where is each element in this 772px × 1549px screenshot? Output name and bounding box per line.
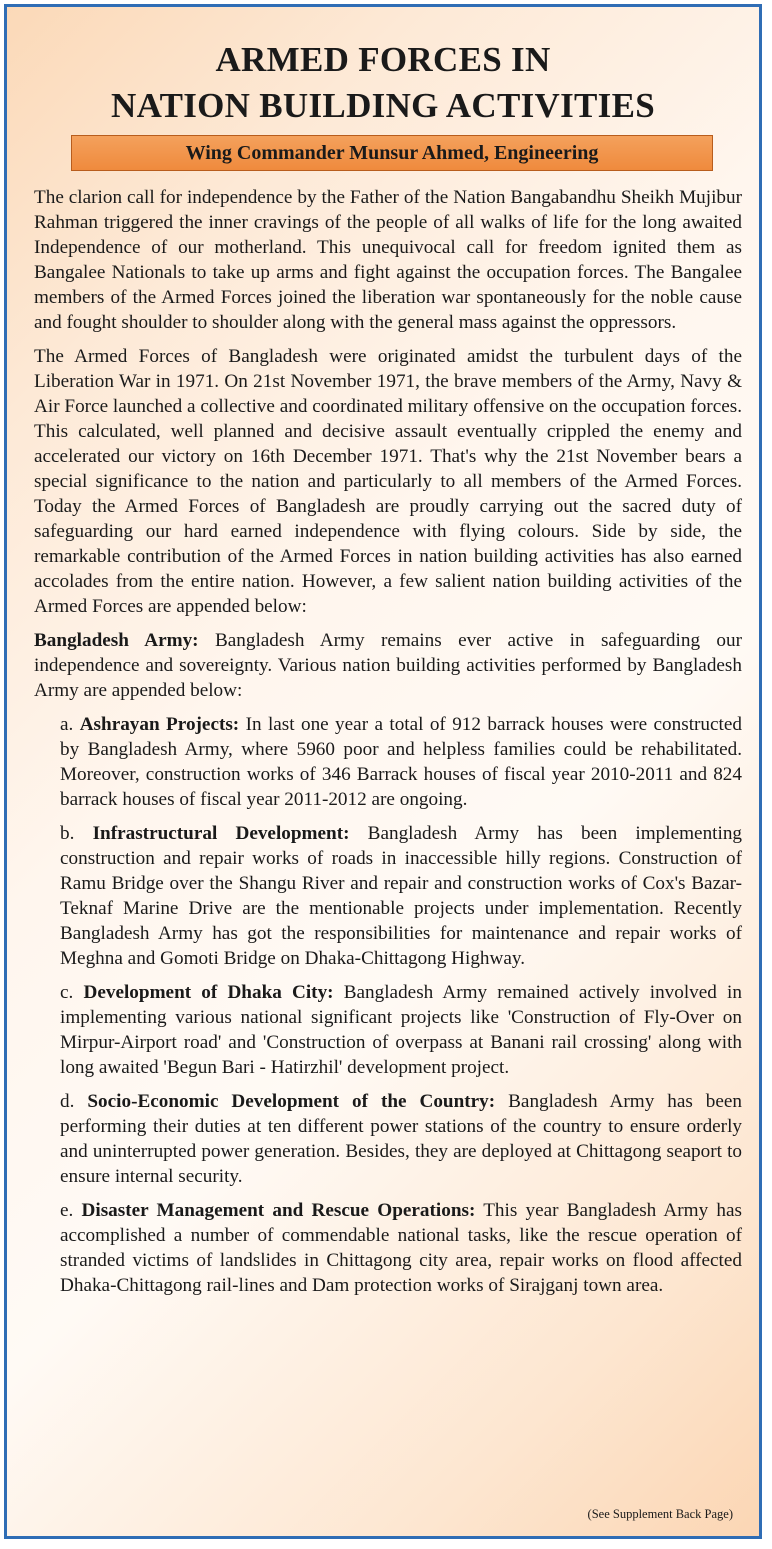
- supplement-note: (See Supplement Back Page): [587, 1507, 733, 1521]
- title-line-1: ARMED FORCES IN: [215, 40, 551, 79]
- title-line-2: NATION BUILDING ACTIVITIES: [111, 86, 655, 125]
- item-text: Bangladesh Army has been performing their duties at ten different power stations of the country to ensure orderly and uninterrupted power generation. Besides, they are deployed at Chittagong seaport to ensure internal security.: [60, 1091, 743, 1187]
- list-item: [60, 712, 742, 812]
- list-item: [60, 821, 742, 971]
- army-text: Bangladesh Army remains ever active in safeguarding our independence and sovereignty. Various nation building activities performed by Bangladesh Army are appended below:: [34, 630, 743, 701]
- item-prefix: d.: [60, 1091, 88, 1112]
- item-text: In last one year a total of 912 barrack houses were constructed by Bangladesh Army, where 5960 poor and helpless families could be rehabilitated. Moreover, construction works of 346 Barrack houses of fiscal year 2010-2011 and 824 barrack houses of fiscal year 2011-2012 are ongoing.: [60, 714, 742, 810]
- item-heading: Ashrayan Projects:: [79, 714, 240, 735]
- history-paragraph: The Armed Forces of Bangladesh were originated amidst the turbulent days of the Liberation War in 1971. On 21st November 1971, the brave members of the Army, Navy & Air Force launched a collective and coordinated military offensive on the occupation forces. This calculated, well planned and decisive assault eventually crippled the enemy and accelerated our victory on 16th December 1971. That's why the 21st November bears a special significance to the nation and particularly to all members of the Armed Forces. Today the Armed Forces of Bangladesh are proudly carrying out the sacred duty of safeguarding our hard earned independence with flying colours. Side by side, the remarkable contribution of the Armed Forces in nation building activities has also earned accolades from the entire nation. However, a few salient nation building activities of the Armed Forces are appended below:: [34, 346, 742, 617]
- item-text: This year Bangladesh Army has accomplished a number of commendable national tasks, like the rescue operation of stranded victims of landslides in Chittagong city area, repair works on flood affected Dhaka-Chittagong rail-lines and Dam protection works of Sirajganj town area.: [60, 1200, 742, 1296]
- item-heading: Socio-Economic Development of the Country:: [87, 1091, 496, 1112]
- list-item: [60, 1089, 742, 1189]
- item-prefix: a.: [60, 714, 80, 735]
- item-heading: Disaster Management and Rescue Operations:: [81, 1200, 476, 1221]
- item-heading: Development of Dhaka City:: [83, 982, 334, 1003]
- article-title: [7, 37, 759, 129]
- list-item: [60, 980, 742, 1080]
- item-prefix: b.: [60, 823, 93, 844]
- item-text: Bangladesh Army has been implementing construction and repair works of roads in inaccessible hilly regions. Construction of Ramu Bridge over the Shangu River and repair and construction works of Cox's Bazar-Teknaf Marine Drive are the mentionable projects under implementation. Recently Bangladesh Army has got the responsibilities for maintenance and repair works of Meghna and Gomoti Bridge on Dhaka-Chittagong Highway.: [60, 823, 743, 969]
- item-prefix: e.: [60, 1200, 82, 1221]
- article-body: [34, 185, 742, 1307]
- item-text: Bangladesh Army remained actively involved in implementing various national significant projects like 'Construction of Fly-Over on Mirpur-Airport road' and 'Construction of overpass at Banani rail crossing' along with long awaited 'Begun Bari - Hatirzhil' development project.: [60, 982, 742, 1078]
- author-byline: Wing Commander Munsur Ahmed, Engineering: [71, 135, 713, 171]
- intro-paragraph: The clarion call for independence by the Father of the Nation Bangabandhu Sheikh Mujibur Rahman triggered the inner cravings of the people of all walks of life for the long awaited Independence of our motherland. This unequivocal call for freedom ignited them as Bangalee Nationals to take up arms and fight against the occupation forces. The Bangalee members of the Armed Forces joined the liberation war spontaneously for the noble cause and fought shoulder to shoulder along with the general mass against the oppressors.: [34, 187, 742, 333]
- item-prefix: c.: [60, 982, 84, 1003]
- list-item: [60, 1198, 742, 1298]
- army-paragraph: [34, 628, 742, 703]
- army-heading: Bangladesh Army:: [34, 630, 199, 651]
- item-heading: Infrastructural Development:: [92, 823, 350, 844]
- article-frame: [4, 4, 762, 1539]
- activity-list: [34, 712, 742, 1298]
